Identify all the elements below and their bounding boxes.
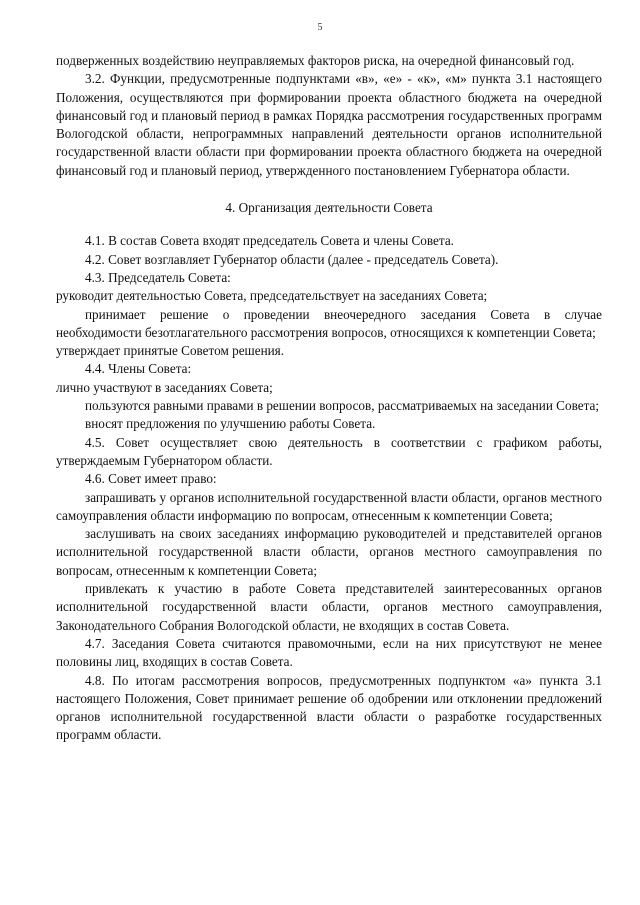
paragraph-4-4-item-1: лично участвуют в заседаниях Совета; — [56, 379, 273, 395]
paragraph-4-4: 4.4. Члены Совета: — [85, 361, 192, 377]
paragraph-4-2: 4.2. Совет возглавляет Губернатор области (далее - председатель Совета). — [85, 251, 499, 267]
paragraph-4-6-item-2: заслушивать на своих заседаниях информацию руководителей и представителей органов исполнительной государственной власти области, органов местного самоуправления по вопросам, отнесенным к компетенции Совета; — [56, 526, 602, 578]
paragraph-4-3-item-3: утверждает принятые Советом решения. — [56, 343, 285, 359]
paragraph-4-3: 4.3. Председатель Совета: — [85, 269, 231, 285]
document-body — [56, 52, 602, 745]
paragraph-4-5: 4.5. Совет осуществляет свою деятельность в соответствии с графиком работы, утверждаемым Губернатором области. — [56, 434, 602, 468]
section-heading: 4. Организация деятельности Совета — [225, 200, 433, 216]
paragraph-4-4-item-3: вносят предложения по улучшению работы Совета. — [85, 416, 376, 432]
paragraph-continuation: подверженных воздействию неуправляемых факторов риска, на очередной финансовый год. — [56, 53, 575, 68]
paragraph-4-1: 4.1. В состав Совета входят председатель Совета и члены Совета. — [85, 233, 454, 249]
paragraph-4-6-item-3: привлекать к участию в работе Совета представителей заинтересованных органов исполнительной государственной власти области, органов местного самоуправления, Законодательного Собрания Вологодской области, не входящих в состав Совета. — [56, 581, 602, 633]
paragraph-4-3-item-2: принимает решение о проведении внеочередного заседания Совета в случае необходимости безотлагательного рассмотрения вопросов, относящихся к компетенции Совета; — [56, 306, 602, 340]
paragraph-3-2: 3.2. Функции, предусмотренные подпунктами «в», «е» - «к», «м» пункта 3.1 настоящего Положения, осуществляются при формировании проекта областного бюджета на очередной финансовый год и плановый период в рамках Порядка рассмотрения государственных программ Вологодской области, непрограммных направлений деятельности органов исполнительной государственной власти области при формировании проекта областного бюджета на очередной финансовый год и плановый период, утвержденного постановлением Губернатора области. — [56, 71, 602, 178]
paragraph-4-7: 4.7. Заседания Совета считаются правомочными, если на них присутствуют не менее половины лиц, входящих в состав Совета. — [56, 635, 602, 670]
paragraph-4-4-item-2: пользуются равными правами в решении вопросов, рассматриваемых на заседании Совета; — [85, 398, 600, 414]
paragraph-4-3-item-1: руководит деятельностью Совета, председательствует на заседаниях Совета; — [56, 288, 488, 304]
page-number: 5 — [317, 22, 323, 33]
paragraph-4-8: 4.8. По итогам рассмотрения вопросов, предусмотренных подпунктом «а» пункта 3.1 настоящего Положения, Совет принимает решение об одобрении или отклонении предложений органов исполнительной государственной власти области о разработке государственных программ области. — [56, 672, 602, 743]
paragraph-4-6: 4.6. Совет имеет право: — [85, 471, 217, 487]
paragraph-4-6-item-1: запрашивать у органов исполнительной государственной власти области, органов местного самоуправления области информацию по вопросам, отнесенным к компетенции Совета; — [56, 489, 602, 523]
